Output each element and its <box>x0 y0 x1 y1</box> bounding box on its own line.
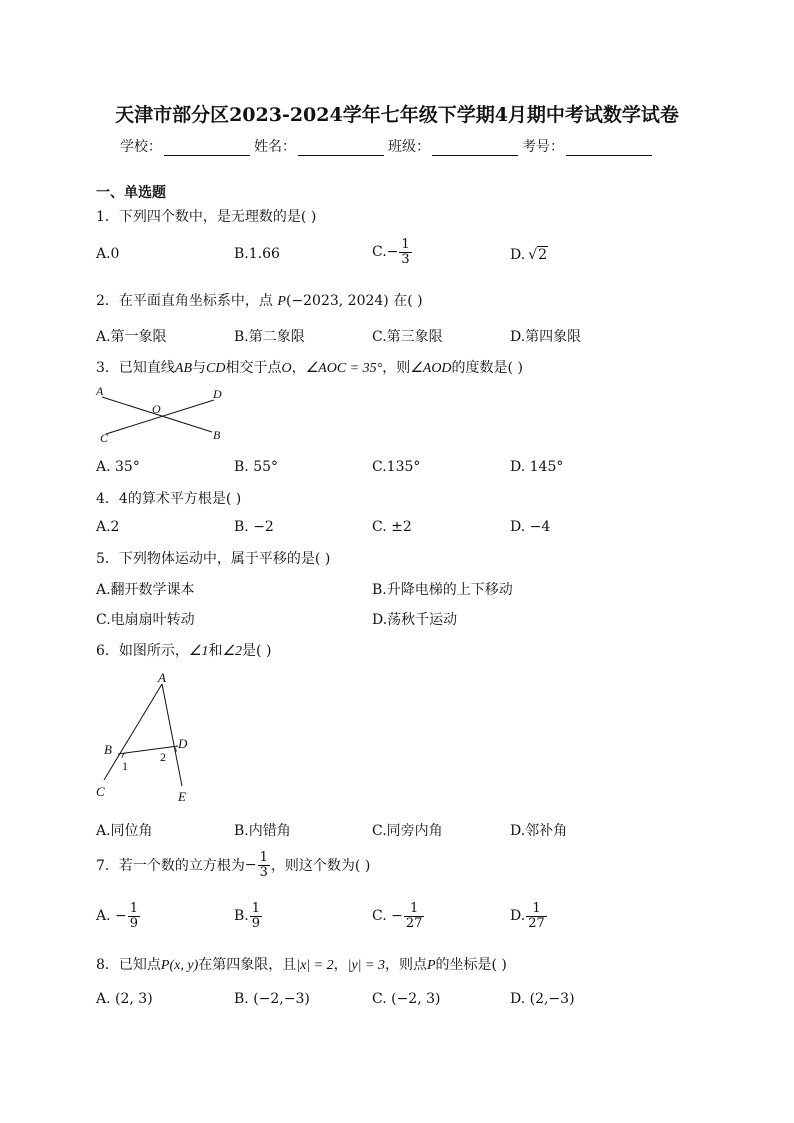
name-blank <box>298 141 384 156</box>
section-heading: 一、单选题 <box>96 185 166 201</box>
q7-c-denominator: 27 <box>405 915 423 931</box>
q1-d-prefix: D. <box>510 247 526 263</box>
q7-c-fraction <box>404 902 425 930</box>
q5-option-d: D.荡秋千运动 <box>372 612 458 628</box>
q3-o: O <box>281 361 292 376</box>
label-d: D <box>213 387 222 401</box>
q3-stem-f: 的度数是( ) <box>451 360 523 376</box>
q1-c-denominator: 3 <box>401 251 410 267</box>
student-info-line <box>120 136 656 156</box>
q6-option-a: A.同位角 <box>96 823 153 839</box>
q1-c-prefix: C.− <box>372 244 399 261</box>
q4-option-a: A.2 <box>96 519 120 535</box>
q4-option-d: D. −4 <box>510 519 551 535</box>
label-angle-1: 1 <box>122 759 128 773</box>
label-b: B <box>213 428 221 442</box>
q7-stem-b: ，则这个数为( ) <box>270 858 371 875</box>
q2-point: P <box>277 294 286 309</box>
number-blank <box>566 141 652 156</box>
q6-stem-b: 和 <box>208 643 223 659</box>
q5-option-a: A.翻开数学课本 <box>96 582 195 598</box>
sqrt-symbol: √ 2 <box>528 247 548 263</box>
q2-stem-b: 在( ) <box>393 293 423 309</box>
q3-stem-e: ，则 <box>382 360 411 376</box>
q3-stem-b: 与 <box>192 360 207 376</box>
q1-option-b: B.1.66 <box>234 246 280 262</box>
label-o: O <box>152 402 161 416</box>
q8-p: P <box>426 958 436 973</box>
q7-option-c <box>372 902 425 930</box>
q3-option-d: D. 145° <box>510 459 564 475</box>
q1-d-radicand: 2 <box>538 247 548 263</box>
q2-coords: (−2023, 2024) <box>285 293 389 309</box>
class-label: 班级： <box>388 139 430 155</box>
q4-option-c: C. ±2 <box>372 519 412 535</box>
q7-stem-a: 7．若一个数的立方根为 <box>96 858 245 875</box>
q6-option-c: C.同旁内角 <box>372 823 443 839</box>
q7-numerator: 1 <box>259 850 268 865</box>
q7-d-fraction <box>526 902 547 930</box>
q7-b-numerator: 1 <box>251 901 261 916</box>
question-2-stem <box>96 290 423 310</box>
question-6-stem <box>96 640 271 660</box>
question-4-stem: 4．4的算术平方根是( ) <box>96 491 242 507</box>
label-d: D <box>178 736 188 751</box>
q7-b-fraction <box>250 902 262 930</box>
q8-stem-b: 在第四象限，且 <box>198 957 297 973</box>
q5-option-b: B.升降电梯的上下移动 <box>372 582 513 598</box>
q7-option-a <box>96 902 141 930</box>
q3-stem-c: 相交于点 <box>225 360 282 376</box>
q8-option-c: C. (−2, 3) <box>372 991 441 1007</box>
q6-option-b: B.内错角 <box>234 823 291 839</box>
q8-stem-c: ， <box>333 957 348 973</box>
q7-fraction <box>258 851 270 879</box>
q1-c-numerator: 1 <box>401 237 410 252</box>
question-8-stem <box>96 954 507 974</box>
q3-option-a: A. 35° <box>96 459 140 475</box>
q2-option-b: B.第二象限 <box>234 329 305 345</box>
q8-option-b: B. (−2,−3) <box>234 991 310 1007</box>
q7-d-denominator: 27 <box>528 915 545 931</box>
q7-b-denominator: 9 <box>251 915 261 931</box>
q8-point: P(x, y) <box>160 958 199 973</box>
q8-option-d: D. (2,−3) <box>510 991 575 1007</box>
question-5-stem: 5．下列物体运动中，属于平移的是( ) <box>96 551 331 567</box>
q2-option-a: A.第一象限 <box>96 329 167 345</box>
q7-c-prefix: C. − <box>372 908 403 925</box>
q6-angle-2: ∠2 <box>222 644 243 659</box>
q8-stem-a: 8．已知点 <box>96 957 161 973</box>
q7-option-b <box>234 902 263 930</box>
label-b: B <box>104 742 112 757</box>
label-c: C <box>100 431 109 445</box>
line-ae <box>162 684 182 786</box>
number-label: 考号： <box>522 139 564 155</box>
q6-figure <box>90 668 210 808</box>
q6-option-d: D.邻补角 <box>510 823 568 839</box>
q3-figure <box>92 382 232 446</box>
q7-b-prefix: B. <box>234 908 249 925</box>
q8-stem-e: 的坐标是( ) <box>435 957 507 973</box>
school-blank <box>164 141 250 156</box>
question-7-stem <box>96 851 370 879</box>
q8-abs-x: |x| = 2 <box>296 958 334 973</box>
label-e: E <box>178 789 186 804</box>
q7-d-prefix: D. <box>510 908 526 925</box>
q3-option-c: C.135° <box>372 459 421 475</box>
line-bd <box>118 746 178 754</box>
q4-option-b: B. −2 <box>234 519 274 535</box>
q3-ab: AB <box>174 361 193 376</box>
q7-a-denominator: 9 <box>129 915 139 931</box>
q8-abs-y: |y| = 3 <box>347 958 385 973</box>
q7-a-prefix: A. − <box>96 908 127 925</box>
q7-neg: − <box>244 857 257 874</box>
q7-a-fraction <box>128 902 140 930</box>
label-a: A <box>158 670 166 685</box>
q1-option-d <box>510 246 548 263</box>
q8-stem-d: ，则点 <box>384 957 427 973</box>
q2-option-c: C.第三象限 <box>372 329 443 345</box>
q3-angle-aod: ∠AOD <box>410 361 452 376</box>
class-blank <box>432 141 518 156</box>
q3-angle-aoc: ∠AOC = 35° <box>305 361 383 376</box>
q3-option-b: B. 55° <box>234 459 279 475</box>
line-ac <box>104 684 162 780</box>
q3-cd: CD <box>206 361 226 376</box>
q7-denominator: 3 <box>259 864 268 880</box>
q6-stem-a: 6．如图所示， <box>96 643 189 659</box>
q1-option-a: A.0 <box>96 246 120 262</box>
name-label: 姓名： <box>254 139 296 155</box>
q7-option-d <box>510 902 548 930</box>
q5-option-c: C.电扇扇叶转动 <box>96 612 195 628</box>
label-a: A <box>96 384 104 398</box>
q6-stem-c: 是( ) <box>242 643 272 659</box>
q8-option-a: A. (2, 3) <box>96 991 153 1007</box>
page-title: 天津市部分区2023-2024学年七年级下学期4月期中考试数学试卷 <box>115 104 679 126</box>
label-angle-2: 2 <box>160 750 166 764</box>
q3-stem-a: 3．已知直线 <box>96 360 175 376</box>
q7-c-numerator: 1 <box>409 901 419 916</box>
q6-angle-1: ∠1 <box>188 644 209 659</box>
q2-option-d: D.第四象限 <box>510 329 582 345</box>
q7-a-numerator: 1 <box>129 901 139 916</box>
q7-d-numerator: 1 <box>532 901 541 916</box>
school-label: 学校： <box>120 139 162 155</box>
q1-c-fraction <box>399 238 411 266</box>
q3-stem-d: ， <box>291 360 306 376</box>
q1-option-c <box>372 238 413 266</box>
question-1-stem: 1．下列四个数中，是无理数的是( ) <box>96 209 317 225</box>
label-c: C <box>96 784 105 799</box>
q2-stem-a: 2．在平面直角坐标系中，点 <box>96 293 273 309</box>
question-3-stem <box>96 357 523 377</box>
